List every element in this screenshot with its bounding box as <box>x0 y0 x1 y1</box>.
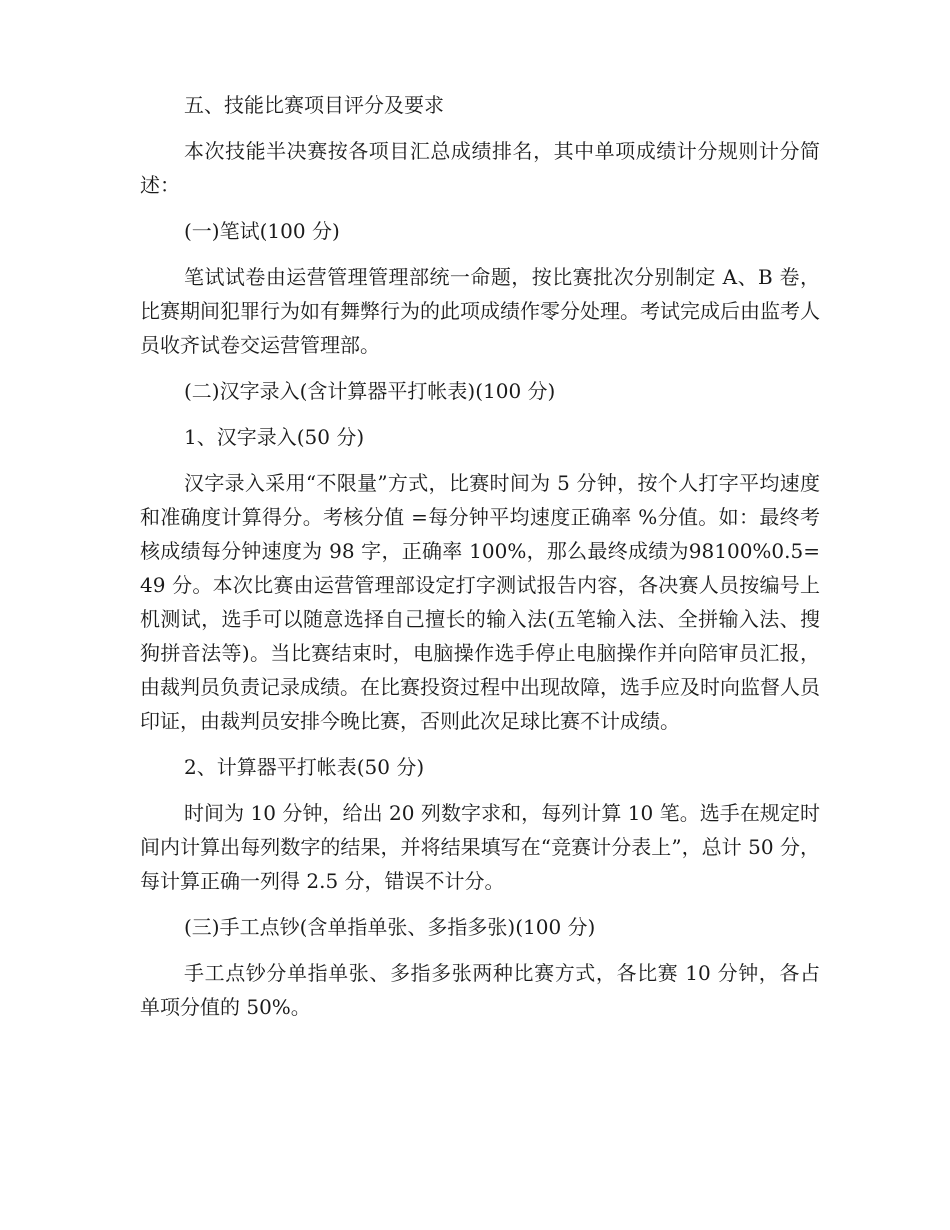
document-page <box>140 88 820 1036</box>
part3-body: 手工点钞分单指单张、多指多张两种比赛方式，各比赛 10 分钟，各占单项分值的 50%。 <box>140 961 820 1019</box>
part2-sub1-body: 汉字录入采用“不限量”方式，比赛时间为 5 分钟，按个人打字平均速度和准确度计算得分。考核分值 =每分钟平均速度正确率 %分值。如：最终考核成绩每分钟速度为 98 字，正确率 100%，那么最终成绩为98100%0.5=49 分。本次比赛由运营管理部设定打字测试报告内容，各决赛人员按编号上机测试，选手可以随意选择自己擅长的输入法(五笔输入法、全拼输入法、搜狗拼音法等)。当比赛结束时，电脑操作选手停止电脑操作并向陪审员汇报，由裁判员负责记录成绩。在比赛投资过程中出现故障，选手应及时向监督人员印证，由裁判员安排今晚比赛，否则此次足球比赛不计成绩。 <box>140 471 820 733</box>
intro-paragraph: 本次技能半决赛按各项目汇总成绩排名，其中单项成绩计分规则计分简述： <box>140 139 820 197</box>
section-title: 五、技能比赛项目评分及要求 <box>184 93 444 117</box>
part2-sub2-heading: 2、计算器平打帐表(50 分) <box>184 755 425 779</box>
part3-heading: (三)手工点钞(含单指单张、多指多张)(100 分) <box>184 915 596 939</box>
part1-body: 笔试试卷由运营管理管理部统一命题，按比赛批次分别制定 A、B 卷，比赛期间犯罪行为如有舞弊行为的此项成绩作零分处理。考试完成后由监考人员收齐试卷交运营管理部。 <box>140 265 820 357</box>
part2-sub2-body: 时间为 10 分钟，给出 20 列数字求和，每列计算 10 笔。选手在规定时间内计算出每列数字的结果，并将结果填写在“竞赛计分表上”，总计 50 分，每计算正确一列得 2.5 分，错误不计分。 <box>140 801 820 893</box>
part2-heading: (二)汉字录入(含计算器平打帐表)(100 分) <box>184 379 556 403</box>
part2-sub1-heading: 1、汉字录入(50 分) <box>184 425 365 449</box>
part1-heading: (一)笔试(100 分) <box>184 219 340 243</box>
